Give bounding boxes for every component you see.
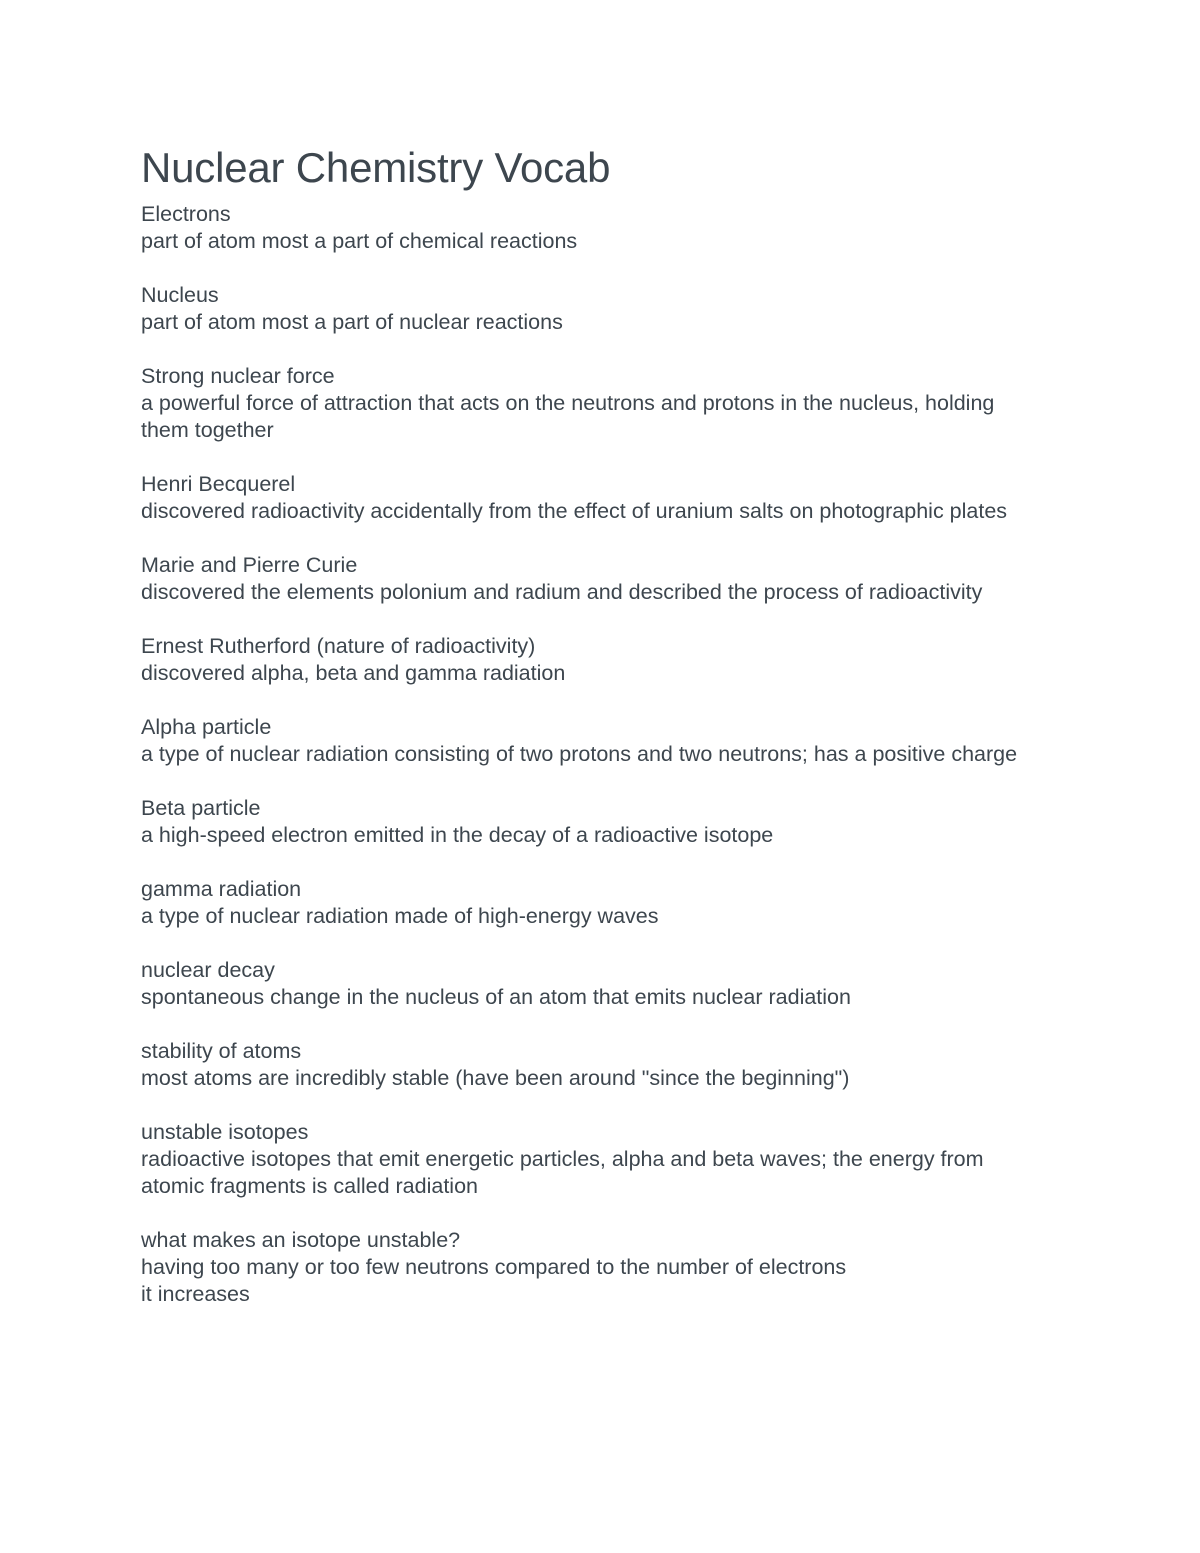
vocab-term: Alpha particle	[141, 715, 272, 739]
vocab-term: stability of atoms	[141, 1039, 302, 1063]
vocab-definition: part of atom most a part of nuclear reactions	[141, 310, 563, 334]
vocab-entry	[141, 714, 1041, 768]
vocab-definition: a type of nuclear radiation made of high-energy waves	[141, 904, 659, 928]
vocab-definition: discovered alpha, beta and gamma radiation	[141, 661, 566, 685]
vocab-definition: discovered radioactivity accidentally from the effect of uranium salts on photographic plates	[141, 499, 1008, 523]
vocab-definition: most atoms are incredibly stable (have been around "since the beginning")	[141, 1066, 850, 1090]
vocab-definition: a type of nuclear radiation consisting of two protons and two neutrons; has a positive charge	[141, 742, 1018, 766]
vocab-term: Beta particle	[141, 796, 261, 820]
vocab-term: what makes an isotope unstable?	[141, 1228, 461, 1252]
vocab-term: nuclear decay	[141, 958, 275, 982]
vocab-term: unstable isotopes	[141, 1120, 309, 1144]
vocab-term: Strong nuclear force	[141, 364, 335, 388]
document-title: Nuclear Chemistry Vocab	[141, 144, 611, 191]
vocab-entry	[141, 957, 1041, 1011]
vocab-definition: spontaneous change in the nucleus of an atom that emits nuclear radiation	[141, 985, 851, 1009]
vocab-entry	[141, 876, 1041, 930]
vocab-term: Henri Becquerel	[141, 472, 296, 496]
vocab-term: gamma radiation	[141, 877, 302, 901]
vocab-definition: part of atom most a part of chemical reactions	[141, 229, 578, 253]
vocab-entry	[141, 363, 1041, 444]
vocab-entry	[141, 552, 1041, 606]
vocab-entry	[141, 1119, 1041, 1200]
vocab-definition: a high-speed electron emitted in the decay of a radioactive isotope	[141, 823, 774, 847]
vocab-entry	[141, 1038, 1041, 1092]
vocab-entry	[141, 795, 1041, 849]
vocab-definition: discovered the elements polonium and radium and described the process of radioactivity	[141, 580, 983, 604]
vocab-entry	[141, 282, 1041, 336]
vocab-list	[141, 201, 1041, 1308]
vocab-entry	[141, 1227, 1041, 1308]
vocab-entry	[141, 633, 1041, 687]
vocab-definition: having too many or too few neutrons compared to the number of electrons	[141, 1255, 847, 1279]
vocab-term: Nucleus	[141, 283, 219, 307]
vocab-term: Ernest Rutherford (nature of radioactivity)	[141, 634, 536, 658]
vocab-definition: a powerful force of attraction that acts on the neutrons and protons in the nucleus, holding them together	[141, 391, 995, 442]
vocab-term: Marie and Pierre Curie	[141, 553, 358, 577]
vocab-note: it increases	[141, 1282, 250, 1306]
vocab-definition: radioactive isotopes that emit energetic particles, alpha and beta waves; the energy from atomic fragments is called radiation	[141, 1147, 984, 1198]
vocab-entry	[141, 201, 1041, 255]
document-content	[141, 142, 1041, 1335]
vocab-term: Electrons	[141, 202, 231, 226]
vocab-entry	[141, 471, 1041, 525]
